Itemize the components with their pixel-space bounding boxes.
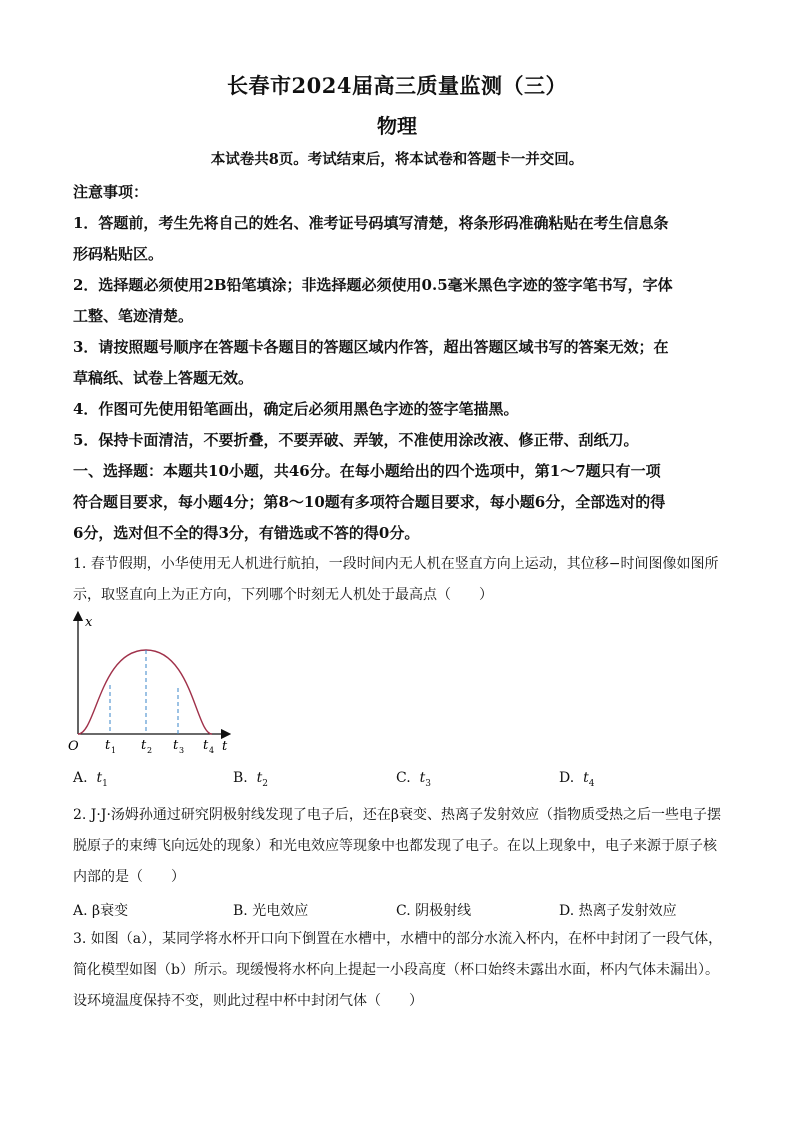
question-3-line: 设环境温度保持不变，则此过程中杯中封闭气体（ ）	[73, 993, 423, 1009]
tick-t3	[173, 738, 184, 755]
subject-title: 物理	[377, 114, 417, 138]
notes-line: 5．保持卡面清洁，不要折叠，不要弄破、弄皱，不准使用涂改液、修正带、刮纸刀。	[73, 431, 639, 449]
question-3-line: 3. 如图（a），某同学将水杯开口向下倒置在水槽中，水槽中的部分水流入杯内，在杯中封闭了一段气体，	[73, 931, 723, 947]
question-2-stem	[73, 800, 733, 893]
origin-label: O	[68, 739, 79, 754]
tick-t4	[203, 738, 214, 755]
section1-line: 6分，选对但不全的得3分，有错选或不答的得0分。	[73, 524, 420, 542]
option-c[interactable]: C. $t_3$	[396, 770, 431, 789]
notes-line: 4．作图可先使用铅笔画出，确定后必须用黑色字迹的签字笔描黑。	[73, 400, 519, 418]
x-axis-label: t	[222, 739, 228, 754]
option-a[interactable]: A. β衰变	[73, 903, 129, 919]
question-2-options	[73, 900, 733, 924]
tick-sub: 2	[147, 746, 153, 755]
notes-line: 2．选择题必须使用2B铅笔填涂；非选择题必须使用0.5毫米黑色字迹的签字笔书写，字体	[73, 276, 673, 294]
question-2-line: 2. J·J·汤姆孙通过研究阴极射线发现了电子后，还在β衰变、热离子发射效应（指物质受热之后一些电子摆	[73, 807, 722, 823]
notes-line: 3．请按照题号顺序在答题卡各题目的答题区域内作答，超出答题区域书写的答案无效；在	[73, 338, 669, 356]
option-d[interactable]: D. $t_4$	[559, 770, 595, 789]
tick-main: t	[173, 738, 179, 753]
option-b[interactable]: B. 光电效应	[233, 903, 309, 919]
question-1-line: 示，取竖直向上为正方向，下列哪个时刻无人机处于最高点（ ）	[73, 587, 493, 603]
tick-main: t	[105, 738, 111, 753]
tick-sub: 1	[111, 746, 117, 755]
section1-line: 一、选择题：本题共10小题，共46分。在每小题给出的四个选项中，第1～7题只有一项	[73, 462, 661, 480]
notes-line: 形码粘贴区。	[73, 245, 164, 263]
tick-t1	[105, 738, 116, 755]
question-1-line: 1. 春节假期，小华使用无人机进行航拍，一段时间内无人机在竖直方向上运动，其位移−时间图像如图所	[73, 556, 719, 572]
tick-t2	[141, 738, 152, 755]
notes-line: 1．答题前，考生先将自己的姓名、准考证号码填写清楚，将条形码准确粘贴在考生信息条	[73, 214, 669, 232]
tick-sub: 3	[179, 746, 185, 755]
question-1-options	[73, 770, 733, 794]
displacement-curve	[78, 650, 212, 734]
tick-main: t	[141, 738, 147, 753]
notes-section	[73, 177, 733, 549]
question-2-line: 脱原子的束缚飞向远处的现象）和光电效应等现象中也都发现了电子。在以上现象中，电子来源于原子核	[73, 838, 717, 854]
exam-intro: 本试卷共8页。考试结束后，将本试卷和答题卡一并交回。	[210, 151, 584, 168]
notes-heading: 注意事项：	[73, 183, 149, 201]
option-a[interactable]: A. $t_1$	[73, 770, 108, 789]
option-b[interactable]: B. $t_2$	[233, 770, 269, 789]
section1-line: 符合题目要求，每小题4分；第8～10题有多项符合题目要求，每小题6分，全部选对的得	[73, 493, 666, 511]
option-d[interactable]: D. 热离子发射效应	[559, 903, 677, 919]
notes-line: 工整、笔迹清楚。	[73, 307, 194, 325]
displacement-time-graph	[66, 610, 246, 760]
question-3-stem	[73, 924, 733, 1017]
tick-sub: 4	[209, 746, 215, 755]
exam-title: 长春市2024届高三质量监测（三）	[227, 73, 567, 98]
tick-main: t	[203, 738, 209, 753]
question-2-line: 内部的是（ ）	[73, 869, 185, 885]
option-c[interactable]: C. 阴极射线	[396, 903, 472, 919]
question-3-line: 简化模型如图（b）所示。现缓慢将水杯向上提起一小段高度（杯口始终未露出水面，杯内气体未漏出）。	[73, 962, 719, 978]
notes-line: 草稿纸、试卷上答题无效。	[73, 369, 254, 387]
y-axis-label: x	[85, 615, 93, 630]
question-1-stem	[73, 549, 733, 611]
